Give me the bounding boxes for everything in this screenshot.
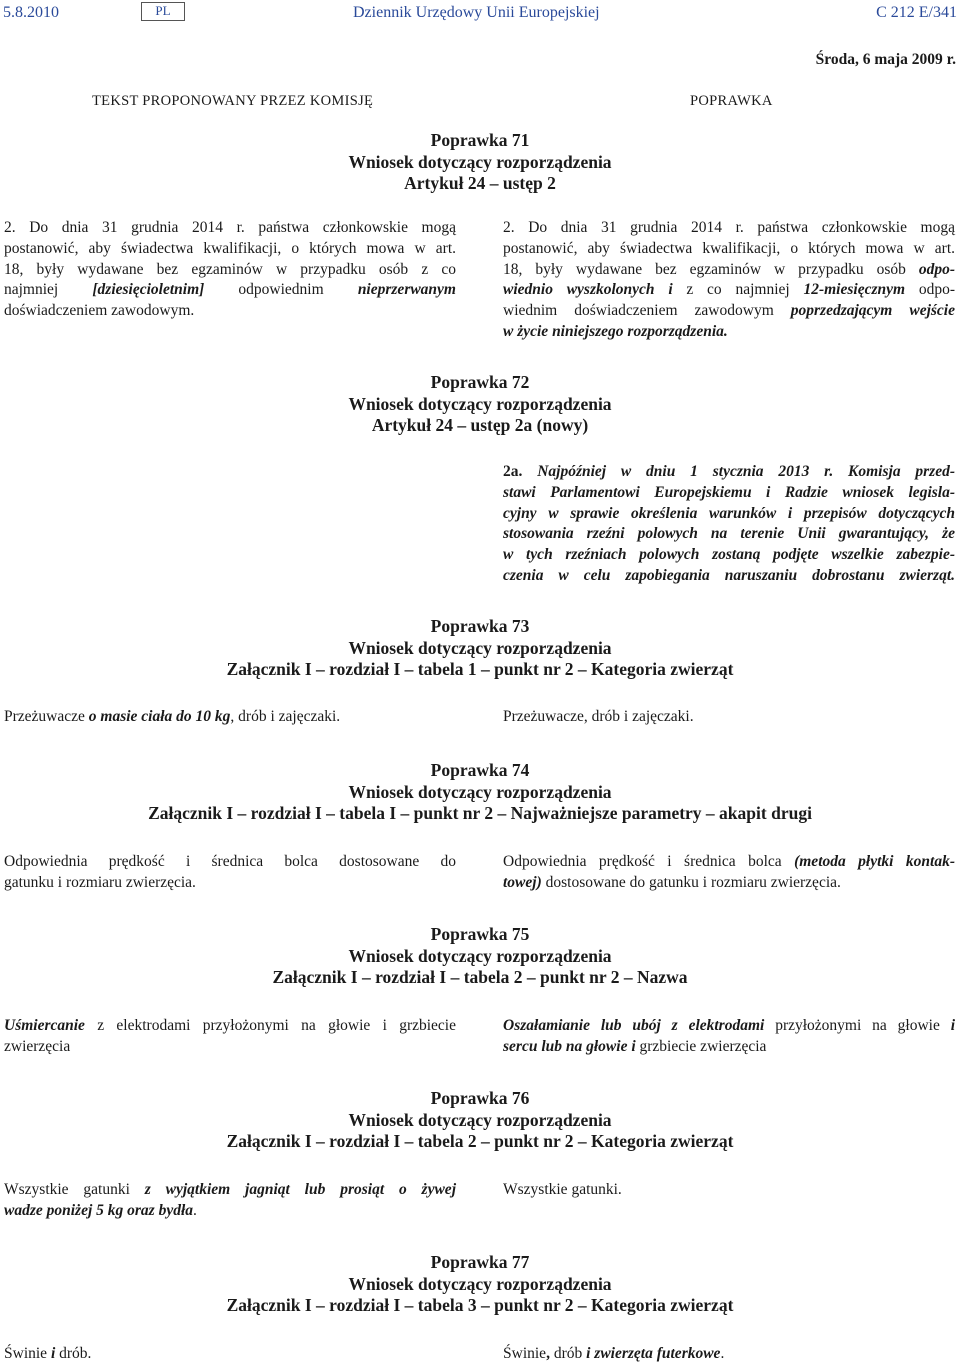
amendment-number: Poprawka 77 — [430, 1252, 530, 1272]
running-header — [3, 2, 957, 26]
amendment-reference: Załącznik I – rozdział I – tabela 1 – punkt nr 2 – Kategoria zwierząt — [226, 659, 734, 679]
amendment-text — [503, 707, 955, 728]
text-line: Wszystkie gatunki z wyjątkiem jagniąt lub prosiąt o żywej — [4, 1181, 456, 1198]
text-line: stosowania rzeźni polowych na terenie Unii gwarantujący, że — [503, 525, 955, 543]
amended-text: wiednio wyszkolonych i — [503, 281, 673, 299]
amended-text: 12-miesięcznym — [803, 281, 906, 299]
amendment-text — [503, 852, 955, 894]
amendment-reference: Załącznik I – rozdział I – tabela I – punkt nr 2 – Najważniejsze parametry – akapit drugi — [148, 803, 812, 823]
amended-text: i — [950, 1017, 956, 1034]
deleted-text: nieprzerwanym — [357, 281, 456, 299]
deleted-text: [dziesięcioletnim] — [92, 281, 205, 299]
commission-text — [4, 218, 456, 322]
text-line: Przeżuwacze, drób i zajęczaki. — [503, 708, 694, 725]
amendment-number: Poprawka 74 — [430, 760, 530, 780]
text-line: sercu lub na głowie i grzbiecie zwierzęcia — [503, 1037, 767, 1055]
amendment-reference: Załącznik I – rozdział I – tabela 2 – punkt nr 2 – Kategoria zwierząt — [226, 1131, 734, 1151]
commission-text — [4, 1344, 456, 1365]
deleted-text: z wyjątkiem jagniąt lub prosiąt o żywej — [144, 1181, 456, 1198]
deleted-text: o masie ciała do 10 kg — [88, 708, 231, 725]
text-line: 2. Do dnia 31 grudnia 2014 r. państwa członkowskie mogą — [4, 219, 456, 236]
text-line: Świnie, drób i zwierzęta futerkowe. — [503, 1345, 725, 1362]
commission-text — [4, 1180, 456, 1222]
amended-text: towej) — [503, 873, 542, 891]
amendment-number: Poprawka 72 — [430, 372, 530, 392]
text-line: cyjny w sprawie określenia warunków i przepisów dotyczących — [503, 504, 955, 522]
text-line: Oszałamianie lub ubój z elektrodami przyłożonymi na głowie i — [503, 1017, 956, 1034]
text-line: 18, były wydawane bez egzaminów w przypadku osób z co — [4, 260, 456, 278]
text-line: Odpowiednia prędkość i średnica bolca dostosowane do — [4, 853, 456, 870]
column-heading-amendment: POPRAWKA — [690, 93, 773, 109]
commission-text — [4, 1016, 456, 1058]
journal-title: Dziennik Urzędowy Unii Europejskiej — [353, 4, 600, 21]
amendment-subject: Wniosek dotyczący rozporządzenia — [348, 637, 612, 658]
amendment-heading — [0, 616, 960, 681]
sitting-date: Środa, 6 maja 2009 r. — [815, 51, 956, 68]
text-line: Uśmiercanie z elektrodami przyłożonymi na głowie i grzbiecie — [4, 1017, 456, 1034]
amendment-heading — [0, 1252, 960, 1317]
amendment-subject: Wniosek dotyczący rozporządzenia — [348, 1109, 612, 1130]
amendment-heading — [0, 1088, 960, 1153]
text-line: 2a. Najpóźniej w dniu 1 stycznia 2013 r. Komisja przed- — [503, 463, 955, 480]
text-line: wiednim doświadczeniem zawodowym poprzedzającym wejście — [503, 302, 955, 320]
column-heading-commission: TEKST PROPONOWANY PRZEZ KOMISJĘ — [92, 93, 374, 109]
amendment-heading — [0, 924, 960, 989]
commission-text — [4, 707, 456, 728]
text-line: 2. Do dnia 31 grudnia 2014 r. państwa członkowskie mogą — [503, 219, 955, 236]
deleted-text: wadze poniżej 5 kg oraz bydła — [4, 1201, 194, 1219]
amendment-subject: Wniosek dotyczący rozporządzenia — [348, 781, 612, 802]
amended-text: sercu lub na głowie i — [503, 1037, 636, 1055]
text-line: stawi Parlamentowi Europejskiemu i Radzie wniosek legisla- — [503, 483, 955, 501]
commission-text — [4, 852, 456, 894]
publication-date: 5.8.2010 — [3, 4, 59, 21]
language-badge: PL — [141, 2, 185, 21]
text-line: Świnie i drób. — [4, 1345, 92, 1362]
amendment-text — [503, 1016, 955, 1058]
amendment-text — [503, 1180, 955, 1201]
text-line: towej) dostosowane do gatunku i rozmiaru zwierzęcia. — [503, 873, 841, 891]
amendment-heading — [0, 372, 960, 437]
text-line: Wszystkie gatunki. — [503, 1181, 622, 1198]
text-line: wiednio wyszkolonych i z co najmniej 12-miesięcznym odpo- — [503, 281, 955, 299]
amendment-heading — [0, 760, 960, 825]
amendment-reference: Załącznik I – rozdział I – tabela 3 – punkt nr 2 – Kategoria zwierząt — [226, 1295, 734, 1315]
amendment-subject: Wniosek dotyczący rozporządzenia — [348, 945, 612, 966]
amendment-number: Poprawka 76 — [430, 1088, 530, 1108]
amended-text: poprzedzającym wejście — [790, 302, 955, 320]
text-line: zwierzęcia — [4, 1037, 71, 1055]
amendment-subject: Wniosek dotyczący rozporządzenia — [348, 1273, 612, 1294]
amendment-reference: Załącznik I – rozdział I – tabela 2 – punkt nr 2 – Nazwa — [272, 967, 688, 987]
text-line: gatunku i rozmiaru zwierzęcia. — [4, 873, 196, 891]
amendment-heading — [0, 130, 960, 195]
text-line: 18, były wydawane bez egzaminów w przypadku osób odpo- — [503, 260, 955, 278]
amendment-number: Poprawka 71 — [430, 130, 530, 150]
text-line: postanowić, aby świadectwa kwalifikacji, o których mowa w art. — [503, 239, 955, 257]
amended-text: (metoda płytki kontak- — [794, 853, 955, 870]
amendment-number: Poprawka 75 — [430, 924, 530, 944]
text-line: doświadczeniem zawodowym. — [4, 302, 195, 320]
text-line: Przeżuwacze o masie ciała do 10 kg, drób i zajęczaki. — [4, 708, 341, 725]
text-line: czenia w celu zapobiegania naruszaniu dobrostanu zwierząt. — [503, 566, 955, 584]
amended-text: odpo- — [918, 260, 955, 278]
amendment-subject: Wniosek dotyczący rozporządzenia — [348, 151, 612, 172]
text-line: w tych rzeźniach polowych zostaną podjęte wszelkie zabezpie- — [503, 546, 955, 564]
deleted-text: i — [50, 1345, 56, 1362]
text-line: w życie niniejszego rozporządzenia. — [503, 322, 728, 340]
journal-reference: C 212 E/341 — [876, 4, 957, 21]
amendment-text — [503, 462, 955, 587]
amendment-reference: Artykuł 24 – ustęp 2 — [404, 173, 556, 193]
amendment-text — [503, 1344, 955, 1365]
amendment-number: Poprawka 73 — [430, 616, 530, 636]
text-line: wadze poniżej 5 kg oraz bydła. — [4, 1201, 197, 1219]
amendment-reference: Artykuł 24 – ustęp 2a (nowy) — [371, 415, 589, 435]
deleted-text: Uśmiercanie — [4, 1017, 85, 1034]
amended-text: Oszałamianie lub ubój z elektrodami — [503, 1017, 765, 1034]
text-line: Odpowiednia prędkość i średnica bolca (metoda płytki kontak- — [503, 853, 955, 870]
text-line: najmniej [dziesięcioletnim] odpowiednim nieprzerwanym — [4, 281, 456, 299]
amendment-text — [503, 218, 955, 343]
text-line: postanowić, aby świadectwa kwalifikacji, o których mowa w art. — [4, 239, 456, 257]
amended-text: i zwierzęta futerkowe — [586, 1345, 721, 1362]
amendment-subject: Wniosek dotyczący rozporządzenia — [348, 393, 612, 414]
